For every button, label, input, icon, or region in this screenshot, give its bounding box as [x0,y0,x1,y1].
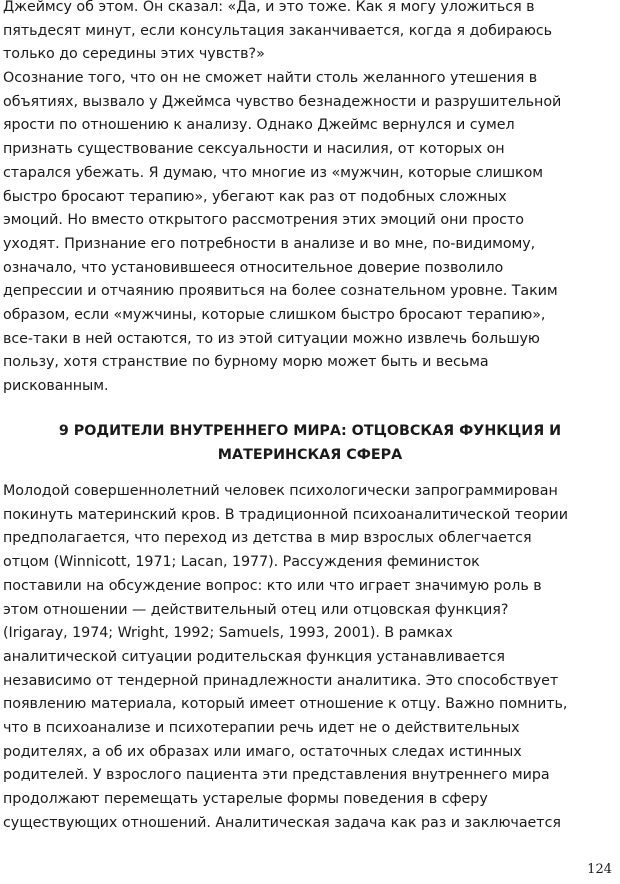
text-line: Осознание того, что он не сможет найти столь желанного утешения в [3,70,538,86]
paragraph-chapter-intro [3,480,615,836]
text-line: аналитической ситуации родительская функция устанавливается [3,648,505,665]
text-line: продолжают перемещать устарелые формы поведения в сферу [3,791,488,808]
text-line: поставили на обсуждение вопрос: кто или что играет значимую роль в [3,577,542,594]
page-number: 124 [587,862,612,877]
text-line: отцом (Winnicott, 1971; Lacan, 1977). Рассуждения феминисток [3,554,480,571]
text-line: (Irigaray, 1974; Wright, 1992; Samuels, 1993, 2001). В рамках [3,625,453,642]
text-line: ярости по отношению к анализу. Однако Джеймс вернулся и сумел [3,117,515,134]
paragraph-awareness [3,67,615,399]
text-line: эмоций. Но вместо открытого рассмотрения этих эмоций они просто [3,212,524,229]
text-line: пользу, хотя странствие по бурному морю может быть и весьма [3,354,489,371]
text-line: рискованным. [3,378,109,395]
text-line: независимо от тендерной принадлежности аналитика. Это способствует [3,672,559,689]
heading-line: МАТЕРИНСКАЯ СФЕРА [217,447,403,463]
text-line: быстро бросают терапию», убегают как раз от подобных сложных [3,188,507,205]
paragraph-continuation [3,0,615,67]
chapter-heading [0,419,620,467]
text-line: пятьдесят минут, если консультация заканчивается, когда я добираюсь [3,22,553,39]
text-line: предполагается, что переход из детства в мир взрослых облегчается [3,530,532,547]
text-line: депрессии и отчаянию проявиться на более сознательном уровне. Таким [3,283,558,300]
text-line: уходят. Признание его потребности в анализе и во мне, по-видимому, [3,235,536,252]
text-line: что в психоанализе и психотерапии речь идет не о действительных [3,720,520,737]
text-line: только до середины этих чувств?» [3,46,265,63]
text-line: объятиях, вызвало у Джеймса чувство безнадежности и разрушительной [3,93,562,110]
text-line: существующих отношений. Аналитическая задача как раз и заключается [3,814,561,831]
text-line: родителей. У взрослого пациента эти представления внутреннего мира [3,767,550,784]
text-line: признать существование сексуальности и насилия, от которых он [3,141,505,158]
text-line: старался убежать. Я думаю, что многие из «мужчин, которые слишком [3,164,544,181]
text-line: появлению материала, который имеет отношение к отцу. Важно помнить, [3,696,568,713]
text-line: означало, что установившееся относительное доверие позволило [3,259,504,276]
text-line: образом, если «мужчины, которые слишком быстро бросают терапию», [3,307,546,324]
text-line: покинуть материнский кров. В традиционной психоаналитической теории [3,506,568,523]
text-line: родителях, а об их образах или имаго, остаточных следах истинных [3,743,522,760]
text-line: Джеймсу об этом. Он сказал: «Да, и это тоже. Как я могу уложиться в [3,0,535,15]
text-line: все-таки в ней остаются, то из этой ситуации можно извлечь большую [3,330,540,347]
text-line: Молодой совершеннолетний человек психологически запрограммирован [3,483,558,499]
heading-line: 9 РОДИТЕЛИ ВНУТРЕННЕГО МИРА: ОТЦОВСКАЯ ФУНКЦИЯ И [58,423,562,439]
text-line: этом отношении — действительный отец или отцовская функция? [3,601,509,618]
